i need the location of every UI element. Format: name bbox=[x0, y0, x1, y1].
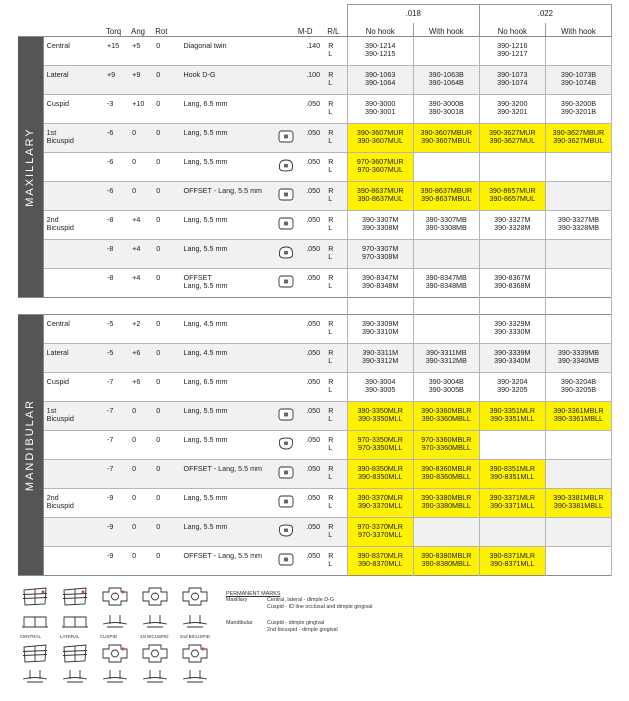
tooth-name bbox=[43, 152, 104, 181]
part-number-p022h: 390-3627MBUR 390-3627MBUL bbox=[545, 123, 611, 152]
bracket-description: Lang, 5.5 mm bbox=[183, 492, 228, 502]
rl-header: R/L bbox=[327, 26, 340, 36]
part-number-p022n bbox=[479, 152, 545, 181]
part-number-p022n: 390-8657MUR 390-8657MUL bbox=[479, 181, 545, 210]
bracket-description: Diagonal twin bbox=[183, 40, 227, 50]
rotation-value: 0 bbox=[153, 343, 180, 372]
part-number-p022n: 390-3204 390-3205 bbox=[479, 372, 545, 401]
ang-header: Ang bbox=[131, 26, 145, 36]
bracket-description: OFFSET Lang, 5.5 mm bbox=[183, 272, 228, 290]
part-number-p018h: 390-3000B 390-3001B bbox=[413, 94, 479, 123]
angulation-value: +4 bbox=[129, 239, 153, 268]
md-width: .050 bbox=[296, 268, 325, 297]
part-number-p022h bbox=[545, 152, 611, 181]
section-title: MANDIBULAR bbox=[24, 398, 37, 491]
marks-mandibular bbox=[226, 620, 446, 636]
bracket-row bbox=[18, 239, 612, 268]
part-number-p022h bbox=[545, 517, 611, 546]
md-width: .050 bbox=[296, 210, 325, 239]
bracket-row bbox=[18, 546, 612, 575]
torque-value: -8 bbox=[104, 239, 129, 268]
column-header-row bbox=[18, 23, 612, 37]
angulation-value: 0 bbox=[129, 517, 153, 546]
side-rl: R L bbox=[325, 430, 347, 459]
part-number-p022h: 390-3339MB 390-3340MB bbox=[545, 343, 611, 372]
part-number-p022n: 390-8371MLR 390-8371MLL bbox=[479, 546, 545, 575]
part-number-p018n: 390-1214 390-1215 bbox=[347, 36, 413, 65]
bracket-shape-icon bbox=[278, 553, 294, 566]
rotation-value: 0 bbox=[153, 210, 180, 239]
part-number-p022n: 390-1216 390-1217 bbox=[479, 36, 545, 65]
tooth-bracket-icon bbox=[62, 614, 88, 628]
md-width: .050 bbox=[296, 517, 325, 546]
bracket-description: Lang, 5.5 mm bbox=[183, 127, 228, 137]
bracket-description: Lang, 5.5 mm bbox=[183, 521, 228, 531]
md-width: .050 bbox=[296, 488, 325, 517]
slot-018-header: .018 bbox=[347, 5, 479, 23]
torque-value: -6 bbox=[104, 123, 129, 152]
section-band bbox=[18, 36, 43, 297]
tooth-bracket-icon bbox=[62, 587, 88, 606]
side-rl: R L bbox=[325, 343, 347, 372]
side-rl: R L bbox=[325, 459, 347, 488]
part-number-p018h bbox=[413, 36, 479, 65]
part-number-p022h bbox=[545, 546, 611, 575]
md-width: .050 bbox=[296, 152, 325, 181]
bracket-shape-icon bbox=[278, 275, 294, 288]
rotation-value: 0 bbox=[153, 372, 180, 401]
bracket-description: Lang, 5.5 mm bbox=[183, 243, 228, 253]
bracket-description: Lang, 5.5 mm bbox=[183, 434, 228, 444]
part-number-p022h: 390-3200B 390-3201B bbox=[545, 94, 611, 123]
md-width: .050 bbox=[296, 401, 325, 430]
part-number-p018h: 390-8347MB 390-8348MB bbox=[413, 268, 479, 297]
bracket-description: Lang, 5.5 mm bbox=[183, 214, 228, 224]
bracket-catalog-table bbox=[18, 4, 612, 581]
table-end bbox=[18, 575, 612, 581]
part-number-p018h bbox=[413, 239, 479, 268]
part-number-p022n bbox=[479, 430, 545, 459]
tooth-type-label: LATERAL bbox=[60, 634, 80, 639]
bracket-description-cell bbox=[180, 488, 295, 517]
tooth-bracket-icon bbox=[22, 669, 48, 683]
bracket-row bbox=[18, 517, 612, 546]
tooth-name: Central bbox=[43, 314, 104, 343]
part-number-p022h: 390-3204B 390-3205B bbox=[545, 372, 611, 401]
angulation-value: +4 bbox=[129, 210, 153, 239]
rot-header: Rot bbox=[155, 26, 168, 36]
bracket-description-cell bbox=[180, 343, 295, 372]
part-number-p018h: 390-3004B 390-3005B bbox=[413, 372, 479, 401]
angulation-value: 0 bbox=[129, 459, 153, 488]
part-number-p022n: 390-3371MLR 390-3371MLL bbox=[479, 488, 545, 517]
torque-value: -9 bbox=[104, 546, 129, 575]
part-number-p018h: 390-3311MB 390-3312MB bbox=[413, 343, 479, 372]
torque-value: -3 bbox=[104, 94, 129, 123]
md-width: .100 bbox=[296, 65, 325, 94]
bracket-shape-icon bbox=[278, 159, 294, 172]
bracket-description: OFFSET - Lang, 5.5 mm bbox=[183, 550, 263, 560]
part-number-p018h: 390-8637MBUR 390-8637MBUL bbox=[413, 181, 479, 210]
torque-value: -8 bbox=[104, 268, 129, 297]
bracket-shape-icon bbox=[278, 466, 294, 479]
rotation-value: 0 bbox=[153, 488, 180, 517]
md-width: .050 bbox=[296, 314, 325, 343]
torque-value: -6 bbox=[104, 181, 129, 210]
side-rl: R L bbox=[325, 268, 347, 297]
part-number-p018n: 390-8370MLR 390-8370MLL bbox=[347, 546, 413, 575]
bracket-description-cell bbox=[180, 36, 295, 65]
md-width: .140 bbox=[296, 36, 325, 65]
side-rl: R L bbox=[325, 123, 347, 152]
tooth-name bbox=[43, 239, 104, 268]
torque-value: -6 bbox=[104, 152, 129, 181]
tooth-name bbox=[43, 430, 104, 459]
part-number-p018n: 970-3607MUR 970-3607MUL bbox=[347, 152, 413, 181]
with-hook-022-header: With hook bbox=[545, 23, 611, 37]
bracket-shape-icon bbox=[278, 246, 294, 259]
tooth-bracket-icon bbox=[22, 644, 48, 663]
bracket-row bbox=[18, 372, 612, 401]
with-hook-018-header: With hook bbox=[413, 23, 479, 37]
section-band bbox=[18, 314, 43, 575]
bracket-description-cell bbox=[180, 152, 295, 181]
tooth-bracket-icon bbox=[102, 669, 128, 683]
part-number-p018n: 390-8637MUR 390-8637MUL bbox=[347, 181, 413, 210]
tooth-name: Cuspid bbox=[43, 94, 104, 123]
part-number-p018n: 390-8350MLR 390-8350MLL bbox=[347, 459, 413, 488]
tooth-bracket-icon bbox=[142, 644, 168, 663]
rotation-value: 0 bbox=[153, 123, 180, 152]
bracket-description: OFFSET - Lang, 5.5 mm bbox=[183, 463, 263, 473]
side-rl: R L bbox=[325, 401, 347, 430]
torque-value: -5 bbox=[104, 343, 129, 372]
part-number-p022n: 390-3327M 390-3328M bbox=[479, 210, 545, 239]
bracket-description-cell bbox=[180, 517, 295, 546]
bracket-description-cell bbox=[180, 94, 295, 123]
part-number-p022h: 390-3381MBLR 390-3381MBLL bbox=[545, 488, 611, 517]
tooth-bracket-icon bbox=[142, 587, 168, 606]
tooth-name: Cuspid bbox=[43, 372, 104, 401]
angulation-value: 0 bbox=[129, 401, 153, 430]
tooth-name: Lateral bbox=[43, 65, 104, 94]
bracket-description-cell bbox=[180, 65, 295, 94]
torque-value: -7 bbox=[104, 401, 129, 430]
tooth-type-label: 2nd BICUSPID bbox=[180, 634, 211, 639]
bracket-description-cell bbox=[180, 430, 295, 459]
permanent-marks bbox=[226, 591, 446, 636]
md-width: .050 bbox=[296, 343, 325, 372]
part-number-p022h: 390-3327MB 390-3328MB bbox=[545, 210, 611, 239]
md-width: .050 bbox=[296, 181, 325, 210]
bracket-row bbox=[18, 268, 612, 297]
bracket-row bbox=[18, 94, 612, 123]
no-hook-018-header: No hook bbox=[347, 23, 413, 37]
bracket-row bbox=[18, 459, 612, 488]
angulation-value: 0 bbox=[129, 488, 153, 517]
tooth-bracket-icon bbox=[62, 669, 88, 683]
angulation-value: +6 bbox=[129, 343, 153, 372]
bracket-row bbox=[18, 65, 612, 94]
slot-022-header: .022 bbox=[479, 5, 611, 23]
torque-value: -8 bbox=[104, 210, 129, 239]
rotation-value: 0 bbox=[153, 546, 180, 575]
tooth-name bbox=[43, 459, 104, 488]
tooth-bracket-icon bbox=[142, 669, 168, 683]
bracket-shape-icon bbox=[278, 437, 294, 450]
rotation-value: 0 bbox=[153, 152, 180, 181]
marks-maxillary bbox=[226, 597, 446, 613]
rotation-value: 0 bbox=[153, 430, 180, 459]
side-rl: R L bbox=[325, 372, 347, 401]
part-number-p018h: 390-3360MBLR 390-3360MBLL bbox=[413, 401, 479, 430]
md-width: .050 bbox=[296, 239, 325, 268]
section-title: MAXILLARY bbox=[24, 126, 37, 207]
md-width: .050 bbox=[296, 123, 325, 152]
side-rl: R L bbox=[325, 546, 347, 575]
no-hook-022-header: No hook bbox=[479, 23, 545, 37]
tooth-bracket-icon bbox=[22, 614, 48, 628]
rotation-value: 0 bbox=[153, 459, 180, 488]
bracket-description-cell bbox=[180, 123, 295, 152]
bracket-shape-icon bbox=[278, 188, 294, 201]
tooth-name bbox=[43, 546, 104, 575]
tooth-name: Lateral bbox=[43, 343, 104, 372]
side-rl: R L bbox=[325, 210, 347, 239]
bracket-shape-icon bbox=[278, 495, 294, 508]
part-number-p022n: 390-3351MLR 390-3351MLL bbox=[479, 401, 545, 430]
rotation-value: 0 bbox=[153, 401, 180, 430]
part-number-p018n: 390-3607MUR 390-3607MUL bbox=[347, 123, 413, 152]
bracket-row bbox=[18, 181, 612, 210]
bracket-description: Lang, 5.5 mm bbox=[183, 405, 228, 415]
torque-value: -9 bbox=[104, 517, 129, 546]
md-header: M-D bbox=[297, 26, 313, 36]
part-number-p022n: 390-3200 390-3201 bbox=[479, 94, 545, 123]
tooth-bracket-icon bbox=[182, 614, 208, 628]
bracket-description-cell bbox=[180, 239, 295, 268]
md-width: .050 bbox=[296, 430, 325, 459]
bracket-row bbox=[18, 488, 612, 517]
part-number-p022n: 390-3329M 390-3330M bbox=[479, 314, 545, 343]
marks-maxillary-label: Maxillary bbox=[226, 597, 248, 604]
side-rl: R L bbox=[325, 36, 347, 65]
bracket-description: Lang, 5.5 mm bbox=[183, 156, 228, 166]
bracket-description-cell bbox=[180, 314, 295, 343]
bracket-description: OFFSET - Lang, 5.5 mm bbox=[183, 185, 263, 195]
section-spacer bbox=[18, 297, 612, 314]
part-number-p018n: 970-3350MLR 970-3350MLL bbox=[347, 430, 413, 459]
tooth-name bbox=[43, 517, 104, 546]
angulation-value: 0 bbox=[129, 152, 153, 181]
part-number-p018n: 970-3307M 970-3308M bbox=[347, 239, 413, 268]
part-number-p022h bbox=[545, 314, 611, 343]
bracket-description-cell bbox=[180, 546, 295, 575]
part-number-p018n: 970-3370MLR 970-3370MLL bbox=[347, 517, 413, 546]
angulation-value: +2 bbox=[129, 314, 153, 343]
bracket-row bbox=[18, 430, 612, 459]
md-width: .050 bbox=[296, 94, 325, 123]
md-width: .050 bbox=[296, 459, 325, 488]
bracket-description-cell bbox=[180, 459, 295, 488]
bracket-row bbox=[18, 210, 612, 239]
tooth-name: Central bbox=[43, 36, 104, 65]
rotation-value: 0 bbox=[153, 517, 180, 546]
torque-value: -7 bbox=[104, 372, 129, 401]
part-number-p018n: 390-3350MLR 390-3350MLL bbox=[347, 401, 413, 430]
bracket-row bbox=[18, 314, 612, 343]
angulation-value: +9 bbox=[129, 65, 153, 94]
part-number-p022h: 390-3361MBLR 390-3361MBLL bbox=[545, 401, 611, 430]
part-number-p018h: 390-8380MBLR 390-8380MBLL bbox=[413, 546, 479, 575]
part-number-p018n: 390-1063 390-1064 bbox=[347, 65, 413, 94]
bracket-row bbox=[18, 36, 612, 65]
part-number-p018h: 390-3380MBLR 390-3380MBLL bbox=[413, 488, 479, 517]
bracket-description: Lang, 6.5 mm bbox=[183, 376, 228, 386]
torque-value: -7 bbox=[104, 430, 129, 459]
tooth-type-label: 1st BICUSPID bbox=[140, 634, 169, 639]
bracket-description-cell bbox=[180, 401, 295, 430]
bracket-description: Lang, 4.5 mm bbox=[183, 347, 228, 357]
side-rl: R L bbox=[325, 314, 347, 343]
part-number-p022n: 390-1073 390-1074 bbox=[479, 65, 545, 94]
side-rl: R L bbox=[325, 181, 347, 210]
marks-mandibular-text: Cuspid - dimple gingival 2nd bicuspid - dimple gingival bbox=[267, 620, 338, 633]
rotation-value: 0 bbox=[153, 65, 180, 94]
angulation-value: 0 bbox=[129, 430, 153, 459]
part-number-p022n: 390-3339M 390-3340M bbox=[479, 343, 545, 372]
marks-mandibular-label: Mandibular bbox=[226, 620, 253, 627]
tooth-name bbox=[43, 268, 104, 297]
bracket-row bbox=[18, 343, 612, 372]
tooth-bracket-icon bbox=[22, 587, 48, 606]
torque-value: -7 bbox=[104, 459, 129, 488]
tooth-bracket-icon bbox=[102, 644, 128, 663]
side-rl: R L bbox=[325, 152, 347, 181]
part-number-p022n bbox=[479, 239, 545, 268]
part-number-p022n: 390-8351MLR 390-8351MLL bbox=[479, 459, 545, 488]
rotation-value: 0 bbox=[153, 94, 180, 123]
tooth-type-label: CUSPID bbox=[100, 634, 118, 639]
side-rl: R L bbox=[325, 94, 347, 123]
part-number-p018h: 390-3307MB 390-3308MB bbox=[413, 210, 479, 239]
tooth-bracket-icon bbox=[182, 644, 208, 663]
bracket-shape-icon bbox=[278, 130, 294, 143]
part-number-p022h bbox=[545, 459, 611, 488]
side-rl: R L bbox=[325, 65, 347, 94]
tooth-type-label: CENTRAL bbox=[20, 634, 42, 639]
tooth-name: 2nd Bicuspid bbox=[43, 210, 104, 239]
bracket-description-cell bbox=[180, 181, 295, 210]
side-rl: R L bbox=[325, 239, 347, 268]
bracket-description: Lang, 6.5 mm bbox=[183, 98, 228, 108]
torq-header: Torq bbox=[105, 26, 122, 36]
part-number-p018n: 390-3000 390-3001 bbox=[347, 94, 413, 123]
part-number-p022h bbox=[545, 239, 611, 268]
part-number-p018n: 390-3370MLR 390-3370MLL bbox=[347, 488, 413, 517]
tooth-name: 1st Bicuspid bbox=[43, 123, 104, 152]
bracket-shape-icon bbox=[278, 524, 294, 537]
bracket-description-cell bbox=[180, 268, 295, 297]
rotation-value: 0 bbox=[153, 268, 180, 297]
angulation-value: 0 bbox=[129, 123, 153, 152]
tooth-bracket-icon bbox=[182, 669, 208, 683]
part-number-p022n: 390-8367M 390-8368M bbox=[479, 268, 545, 297]
part-number-p018n: 390-3307M 390-3308M bbox=[347, 210, 413, 239]
torque-value: +15 bbox=[104, 36, 129, 65]
part-number-p022h bbox=[545, 36, 611, 65]
angulation-value: +4 bbox=[129, 268, 153, 297]
part-number-p018h: 390-8360MBLR 390-8360MBLL bbox=[413, 459, 479, 488]
tooth-name bbox=[43, 181, 104, 210]
bracket-description: Hook D-G bbox=[183, 69, 216, 79]
part-number-p018n: 390-3309M 390-3310M bbox=[347, 314, 413, 343]
angulation-value: 0 bbox=[129, 546, 153, 575]
part-number-p018h bbox=[413, 152, 479, 181]
part-number-p022h bbox=[545, 430, 611, 459]
bracket-shape-icon bbox=[278, 408, 294, 421]
part-number-p018n: 390-3311M 390-3312M bbox=[347, 343, 413, 372]
part-number-p018h bbox=[413, 517, 479, 546]
rotation-value: 0 bbox=[153, 181, 180, 210]
tooth-bracket-icon bbox=[102, 587, 128, 606]
tooth-bracket-icon bbox=[142, 614, 168, 628]
rotation-value: 0 bbox=[153, 36, 180, 65]
tooth-bracket-icon bbox=[102, 614, 128, 628]
slot-group-header-row bbox=[18, 5, 612, 23]
part-number-p018h: 390-1063B 390-1064B bbox=[413, 65, 479, 94]
bracket-description-cell bbox=[180, 372, 295, 401]
rotation-value: 0 bbox=[153, 239, 180, 268]
part-number-p018h: 390-3607MBUR 390-3607MBUL bbox=[413, 123, 479, 152]
tooth-name: 2nd Bicuspid bbox=[43, 488, 104, 517]
part-number-p018n: 390-3004 390-3005 bbox=[347, 372, 413, 401]
tooth-bracket-icon bbox=[62, 644, 88, 663]
bracket-description-cell bbox=[180, 210, 295, 239]
part-number-p022h: 390-1073B 390-1074B bbox=[545, 65, 611, 94]
bracket-row bbox=[18, 123, 612, 152]
part-number-p022h bbox=[545, 268, 611, 297]
md-width: .050 bbox=[296, 546, 325, 575]
part-number-p018n: 390-8347M 390-8348M bbox=[347, 268, 413, 297]
side-rl: R L bbox=[325, 488, 347, 517]
part-number-p022h bbox=[545, 181, 611, 210]
tooth-bracket-icon bbox=[182, 587, 208, 606]
permanent-marks-heading: PERMANENT MARKS bbox=[226, 591, 281, 597]
angulation-value: +10 bbox=[129, 94, 153, 123]
bracket-row bbox=[18, 152, 612, 181]
angulation-value: +6 bbox=[129, 372, 153, 401]
torque-value: -5 bbox=[104, 314, 129, 343]
angulation-value: 0 bbox=[129, 181, 153, 210]
part-number-p018h bbox=[413, 314, 479, 343]
tooth-name: 1st Bicuspid bbox=[43, 401, 104, 430]
part-number-p022n: 390-3627MUR 390-3627MUL bbox=[479, 123, 545, 152]
md-width: .050 bbox=[296, 372, 325, 401]
bracket-shape-icon bbox=[278, 217, 294, 230]
part-number-p018h: 970-3360MBLR 970-3360MBLL bbox=[413, 430, 479, 459]
bracket-description: Lang, 4.5 mm bbox=[183, 318, 228, 328]
bracket-row bbox=[18, 401, 612, 430]
torque-value: -9 bbox=[104, 488, 129, 517]
rotation-value: 0 bbox=[153, 314, 180, 343]
side-rl: R L bbox=[325, 517, 347, 546]
part-number-p022n bbox=[479, 517, 545, 546]
marks-maxillary-text: Central, lateral - dimple D-G Cuspid - ID line occlusal and dimple gingival bbox=[267, 597, 373, 610]
torque-value: +9 bbox=[104, 65, 129, 94]
angulation-value: +5 bbox=[129, 36, 153, 65]
